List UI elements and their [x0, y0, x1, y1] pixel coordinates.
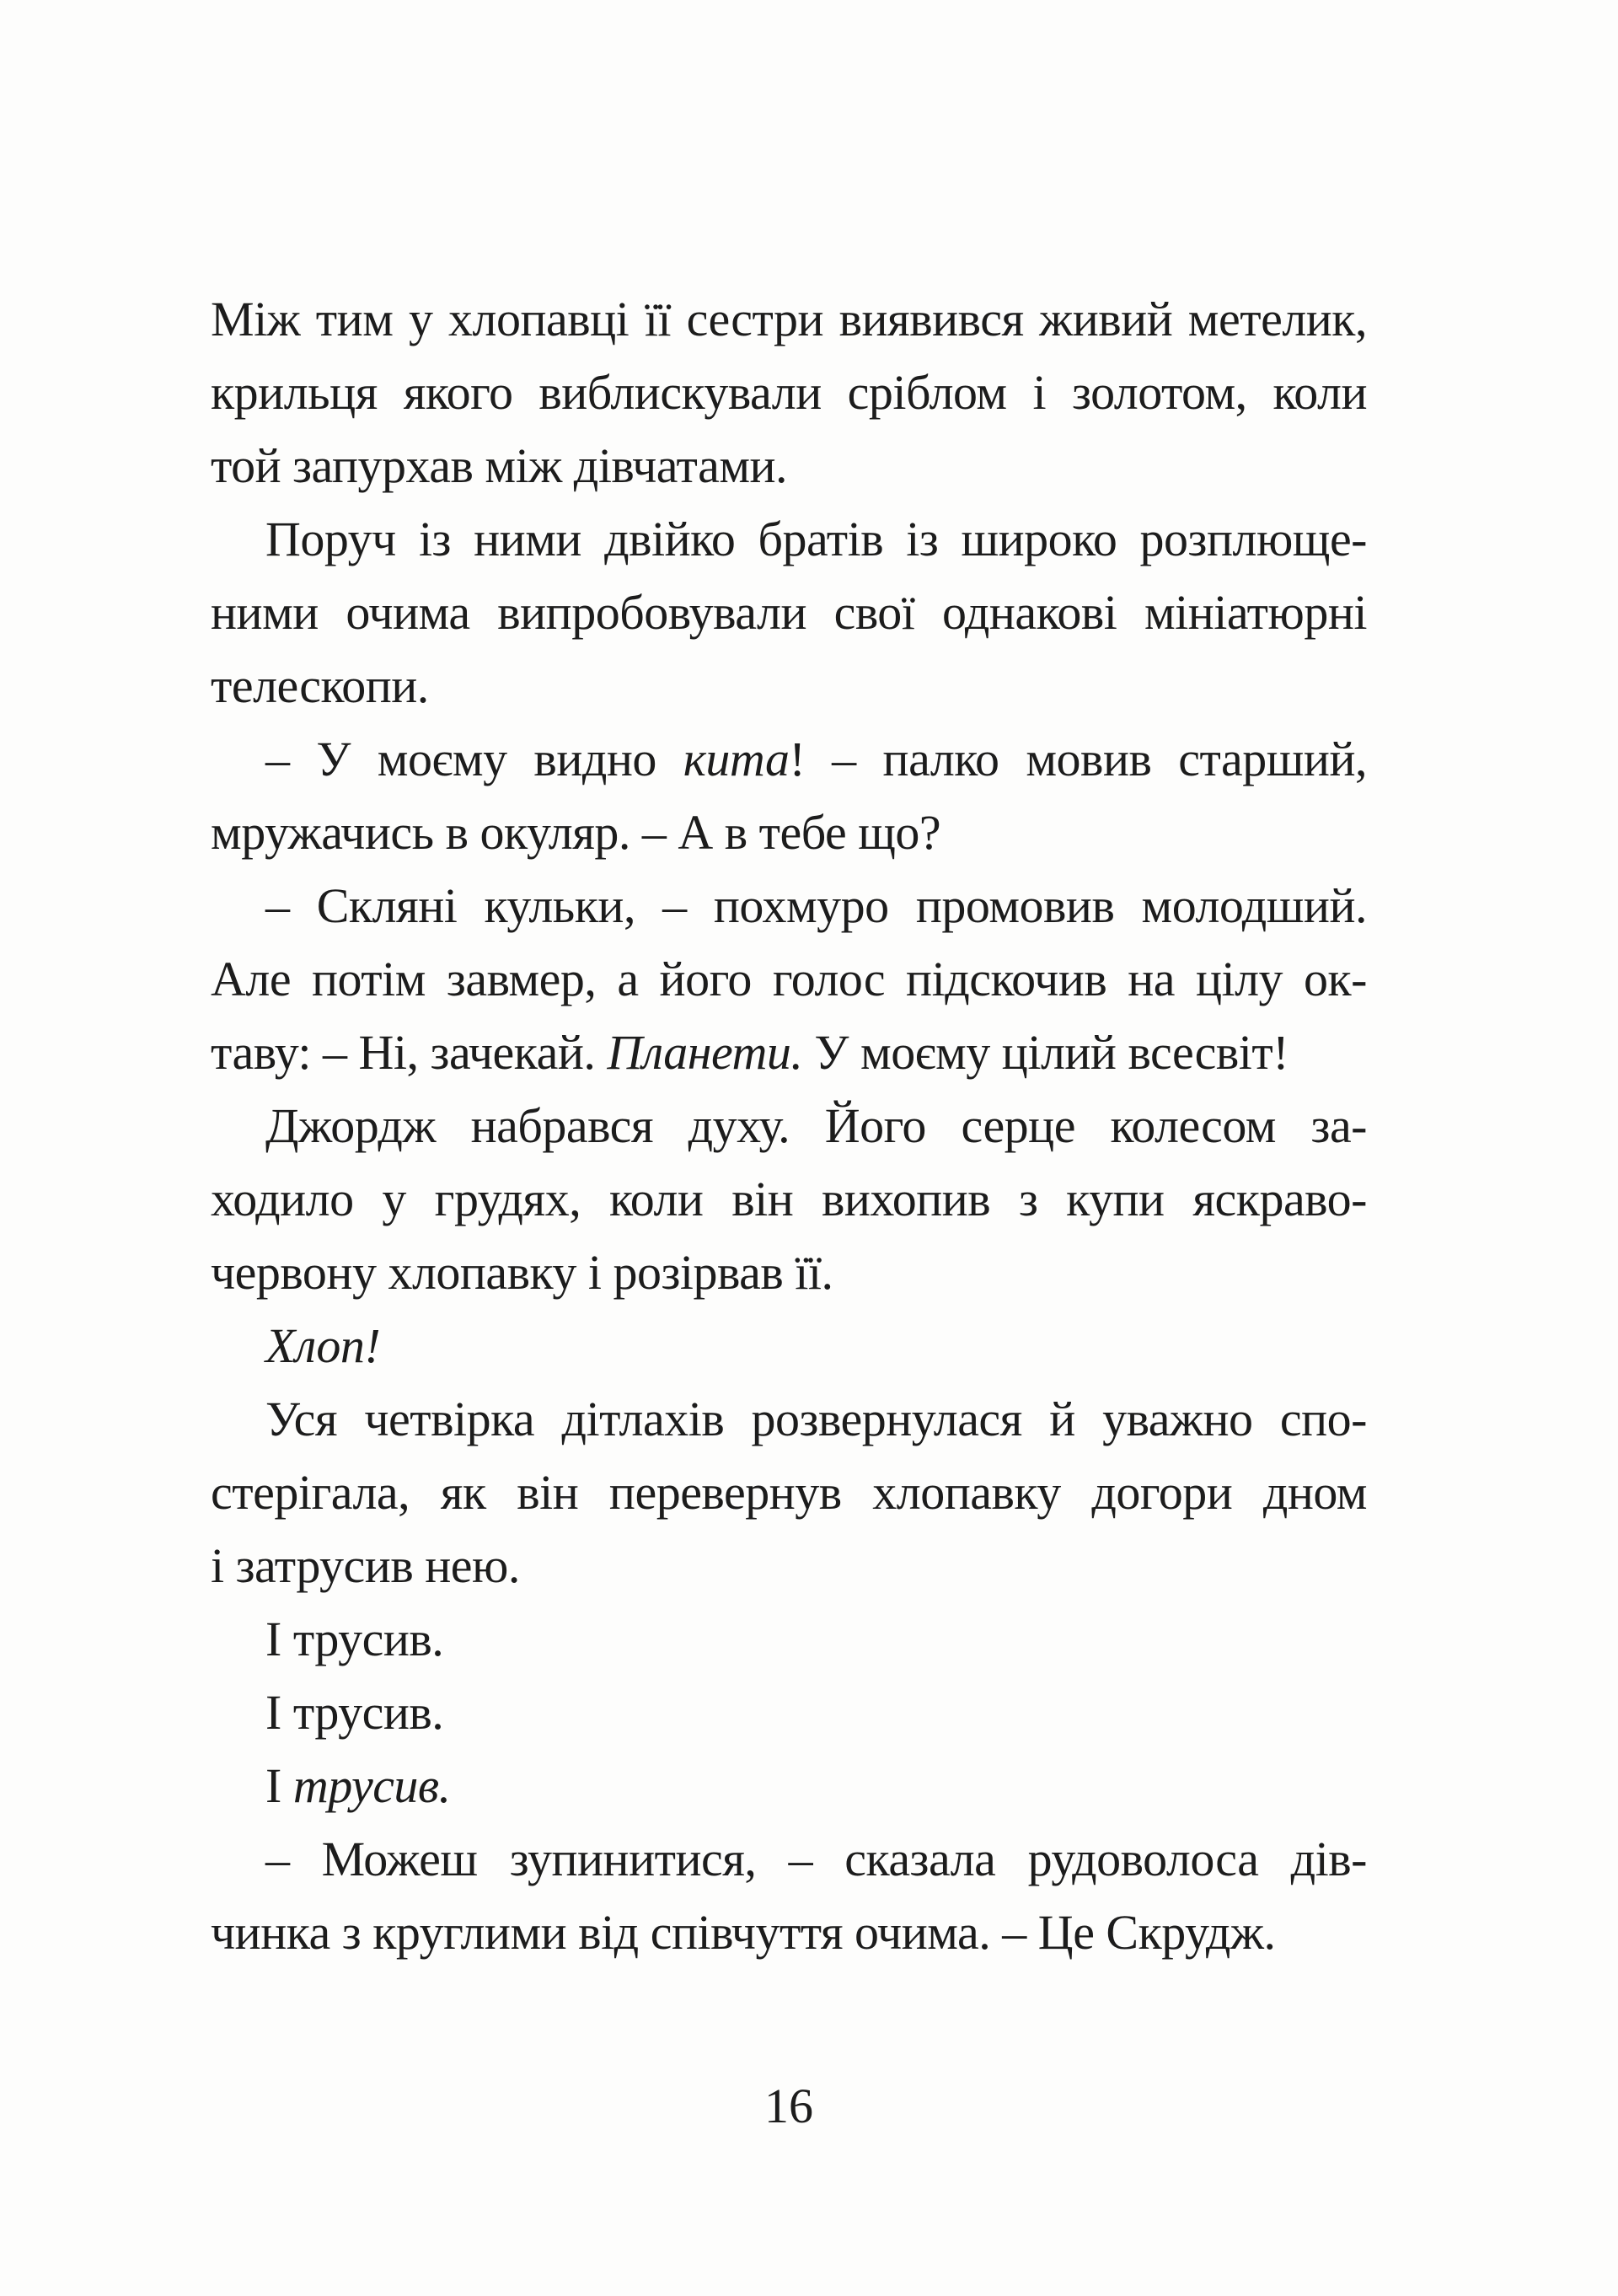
- text-line: чинка з круглими від співчуття очима. – Це Скрудж.: [211, 1905, 1276, 1960]
- text-line: телескопи.: [211, 658, 429, 713]
- text-line: – Можеш зупинитися, – сказала рудоволоса дів-: [265, 1832, 1367, 1886]
- page-number: 16: [764, 2079, 813, 2133]
- text-line: Поруч із ними двійко братів із широко розплюще-: [265, 512, 1367, 566]
- text-line: [211, 1309, 1367, 1382]
- text-line: [211, 1749, 1367, 1822]
- text-segment-italic: Хлоп!: [265, 1318, 381, 1373]
- text-segment: таву: – Ні, зачекай.: [211, 1025, 608, 1080]
- text-line: і затрусив нею.: [211, 1538, 520, 1593]
- text-line: І трусив.: [265, 1612, 444, 1666]
- text-line: стерігала, як він перевернув хлопавку догори дном: [211, 1465, 1367, 1520]
- text-line: крильця якого виблискували сріблом і золотом, коли: [211, 365, 1367, 420]
- text-line: той запурхав між дівчатами.: [211, 438, 788, 493]
- text-column: [211, 282, 1367, 1969]
- text-line: Уся четвірка дітлахів розвернулася й уважно спо-: [265, 1392, 1367, 1446]
- text-segment-italic: трусив.: [292, 1758, 451, 1813]
- text-line: ними очима випробовували свої однакові мініатюрні: [211, 585, 1367, 640]
- text-segment-italic: кита: [683, 732, 790, 786]
- text-segment: – У моєму видно: [265, 732, 683, 786]
- text-line: [211, 722, 1367, 796]
- text-line: [211, 1016, 1367, 1089]
- text-line: Джордж набрався духу. Його серце колесом за-: [265, 1098, 1367, 1153]
- text-line: мружачись в окуляр. – А в тебе що?: [211, 805, 941, 860]
- text-line: Між тим у хлопавці її сестри виявився живий метелик,: [211, 292, 1367, 346]
- text-segment: У моєму цілий всесвіт!: [802, 1025, 1289, 1080]
- text-line: Але потім завмер, а його голос підскочив на цілу ок-: [211, 952, 1367, 1006]
- text-segment-italic: Планети.: [607, 1025, 803, 1080]
- text-segment: ! – палко мовив старший,: [789, 732, 1367, 786]
- text-line: І трусив.: [265, 1685, 444, 1740]
- text-line: червону хлопавку і розірвав її.: [211, 1245, 833, 1300]
- text-line: ходило у грудях, коли він вихопив з купи яскраво-: [211, 1172, 1367, 1226]
- text-line: – Скляні кульки, – похмуро промовив молодший.: [265, 878, 1367, 933]
- text-segment: І: [265, 1758, 293, 1813]
